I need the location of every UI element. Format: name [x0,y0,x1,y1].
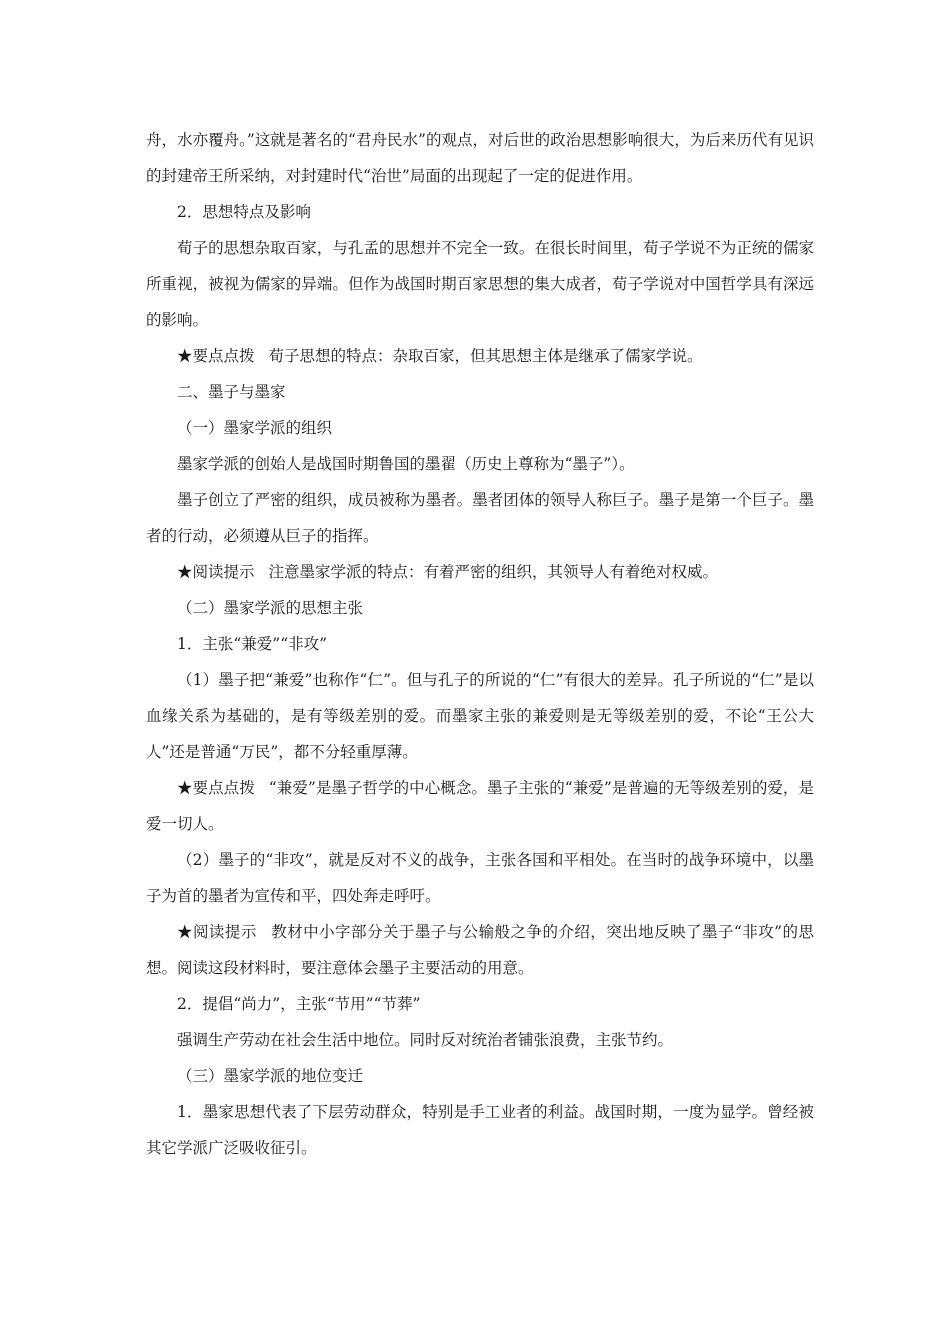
heading-text: （一）墨家学派的组织 [177,419,333,437]
paragraph-text: 荀子的思想杂取百家，与孔孟的思想并不完全一致。在很长时间里，荀子学说不为正统的儒家所重视，被视为儒家的异端。但作为战国时期百家思想的集大成者，荀子学说对中国哲学具有深远的影响。 [146,239,814,329]
note-lead: ★阅读提示 [177,923,257,941]
heading-text: 2．提倡“尚力”，主张“节用”“节葬” [177,995,421,1013]
paragraph-text: 舟，水亦覆舟。”这就是著名的“君舟民水”的观点，对后世的政治思想影响很大，为后来历代有见识的封建帝王所采纳，对封建时代“治世”局面的出现起了一定的促进作用。 [146,131,814,185]
paragraph-text: 墨家学派的创始人是战国时期鲁国的墨翟（历史上尊称为“墨子”）。 [177,455,635,473]
subsection-heading [146,410,814,446]
note-text: “兼爱”是墨子哲学的中心概念。墨子主张的“兼爱”是普遍的无等级差别的爱，是爱一切人。 [146,779,814,833]
document-body [146,122,814,1166]
note-text: 教材中小字部分关于墨子与公输般之争的介绍，突出地反映了墨子“非攻”的思想。阅读这段材料时，要注意体会墨子主要活动的用意。 [146,923,814,977]
paragraph-text: 强调生产劳动在社会生活中地位。同时反对统治者铺张浪费，主张节约。 [177,1031,674,1049]
section-heading [146,374,814,410]
reading-tip-note [146,914,814,986]
section-heading [146,194,814,230]
paragraph [146,1094,814,1166]
note-text: 注意墨家学派的特点：有着严密的组织，其领导人有着绝对权威。 [268,563,719,581]
note-lead: ★阅读提示 [177,563,255,581]
heading-text: 1．主张“兼爱”“非攻” [177,635,328,653]
paragraph [146,1022,814,1058]
paragraph [146,842,814,914]
reading-tip-note [146,554,814,590]
heading-text: （二）墨家学派的思想主张 [177,599,364,617]
note-lead: ★要点点拨 [177,347,255,365]
paragraph [146,482,814,554]
section-heading [146,986,814,1022]
heading-text: 二、墨子与墨家 [177,383,286,401]
subsection-heading [146,1058,814,1094]
heading-text: （三）墨家学派的地位变迁 [177,1067,364,1085]
key-point-note [146,338,814,374]
paragraph-text: 墨子创立了严密的组织，成员被称为墨者。墨者团体的领导人称巨子。墨子是第一个巨子。墨者的行动，必须遵从巨子的指挥。 [146,491,814,545]
paragraph [146,662,814,770]
paragraph-text: 1．墨家思想代表了下层劳动群众，特别是手工业者的利益。战国时期，一度为显学。曾经被其它学派广泛吸收征引。 [146,1103,814,1157]
note-lead: ★要点点拨 [177,779,255,797]
heading-text: 2．思想特点及影响 [177,203,311,221]
note-text: 荀子思想的特点：杂取百家，但其思想主体是继承了儒家学说。 [268,347,703,365]
paragraph-text: （1）墨子把“兼爱”也称作“仁”。但与孔子的所说的“仁”有很大的差异。孔子所说的“仁”是以血缘关系为基础的，是有等级差别的爱。而墨家主张的兼爱则是无等级差别的爱，不论“王公大人”还是普通“万民”，都不分轻重厚薄。 [146,671,814,761]
paragraph-continuation [146,122,814,194]
subsection-heading [146,590,814,626]
paragraph [146,230,814,338]
key-point-note [146,770,814,842]
paragraph [146,446,814,482]
paragraph-text: （2）墨子的“非攻”，就是反对不义的战争，主张各国和平相处。在当时的战争环境中，以墨子为首的墨者为宣传和平，四处奔走呼吁。 [146,851,814,905]
section-heading [146,626,814,662]
